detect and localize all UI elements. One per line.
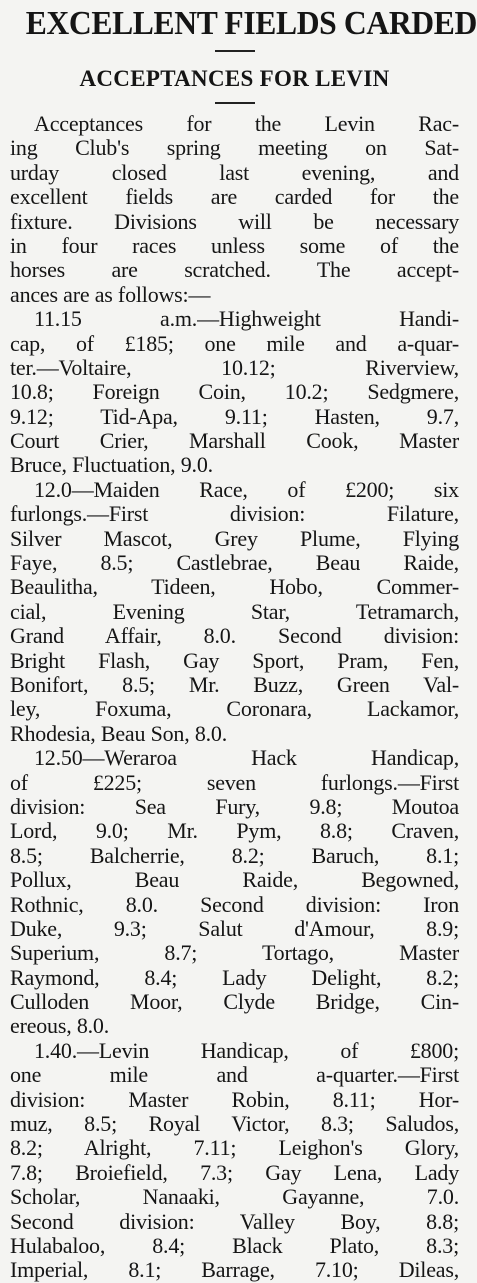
article-line: urday closed last evening, and — [10, 159, 459, 185]
headline-rule — [215, 50, 255, 52]
article-line: 1.40.—Levin Handicap, of £800; — [34, 1037, 459, 1063]
article-line: ley, Foxuma, Coronara, Lackamor, — [10, 696, 459, 722]
article-line: in four races unless some of the — [10, 232, 459, 258]
article-line: division: Master Robin, 8.11; Hor- — [10, 1086, 459, 1112]
article-line: Rhodesia, Beau Son, 8.0. — [10, 720, 228, 746]
article-line: cap, of £185; one mile and a-quar- — [10, 330, 459, 356]
article-line: excellent fields are carded for the — [10, 184, 459, 210]
article-line: Superium, 8.7; Tortago, Master — [10, 940, 459, 966]
article-line: Beaulitha, Tideen, Hobo, Commer- — [10, 574, 459, 600]
article-line: Pollux, Beau Raide, Begowned, — [10, 867, 459, 893]
subheadline-rule — [215, 102, 255, 104]
article-line: Bright Flash, Gay Sport, Pram, Fen, — [10, 647, 459, 673]
article-line: Rothnic, 8.0. Second division: Iron — [10, 891, 459, 917]
article-line: 10.8; Foreign Coin, 10.2; Sedgmere, — [10, 379, 459, 405]
article-line: Grand Affair, 8.0. Second division: — [10, 623, 459, 649]
article-line: ing Club's spring meeting on Sat- — [10, 135, 459, 161]
article-line: 8.5; Balcherrie, 8.2; Baruch, 8.1; — [10, 842, 459, 868]
article-line: 12.0—Maiden Race, of £200; six — [34, 476, 459, 502]
article-line: ereous, 8.0. — [10, 1013, 110, 1039]
article-line: Duke, 9.3; Salut d'Amour, 8.9; — [10, 915, 459, 941]
article-line: Culloden Moor, Clyde Bridge, Cin- — [10, 989, 459, 1015]
article-line: Silver Mascot, Grey Plume, Flying — [10, 525, 459, 551]
article-line: Acceptances for the Levin Rac- — [34, 111, 459, 136]
article-line: furlongs.—First division: Filature, — [10, 501, 459, 527]
article-line: 7.8; Broiefield, 7.3; Gay Lena, Lady — [10, 1159, 459, 1185]
article-line: 8.2; Alright, 7.11; Leighon's Glory, — [10, 1135, 459, 1161]
article-line: Imperial, 8.1; Barrage, 7.10; Dileas, — [10, 1257, 459, 1283]
article-line: Bruce, Fluctuation, 9.0. — [10, 452, 213, 478]
article-line: Second division: Valley Boy, 8.8; — [10, 1208, 459, 1234]
article-line: of £225; seven furlongs.—First — [10, 769, 459, 795]
article-line: Hulabaloo, 8.4; Black Plato, 8.3; — [10, 1232, 459, 1258]
article-line: Faye, 8.5; Castlebrae, Beau Raide, — [10, 550, 459, 576]
article-line: Bonifort, 8.5; Mr. Buzz, Green Val- — [10, 671, 459, 697]
article-line: ances are as follows:— — [10, 281, 211, 307]
article-line: 9.12; Tid-Apa, 9.11; Hasten, 9.7, — [10, 403, 459, 429]
subheadline: ACCEPTANCES FOR LEVIN — [79, 66, 390, 91]
newspaper-clipping — [10, 0, 477, 1283]
article-line: Court Crier, Marshall Cook, Master — [10, 428, 459, 454]
article-body — [10, 112, 459, 1283]
headline: EXCELLENT FIELDS CARDED — [25, 5, 477, 42]
article-line: horses are scratched. The accept- — [10, 257, 459, 283]
article-line: Lord, 9.0; Mr. Pym, 8.8; Craven, — [10, 818, 459, 844]
article-line: cial, Evening Star, Tetramarch, — [10, 598, 459, 624]
article-line: fixture. Divisions will be necessary — [10, 208, 459, 234]
article-line: muz, 8.5; Royal Victor, 8.3; Saludos, — [10, 1111, 459, 1137]
article-line: Raymond, 8.4; Lady Delight, 8.2; — [10, 964, 459, 990]
article-line: ter.—Voltaire, 10.12; Riverview, — [10, 354, 459, 380]
article-line: division: Sea Fury, 9.8; Moutoa — [10, 793, 459, 819]
article-line: Scholar, Nanaaki, Gayanne, 7.0. — [10, 1184, 459, 1210]
article-line: 12.50—Weraroa Hack Handicap, — [34, 745, 459, 771]
article-line: 11.15 a.m.—Highweight Handi- — [34, 306, 459, 332]
article-line: one mile and a-quarter.—First — [10, 1062, 459, 1088]
